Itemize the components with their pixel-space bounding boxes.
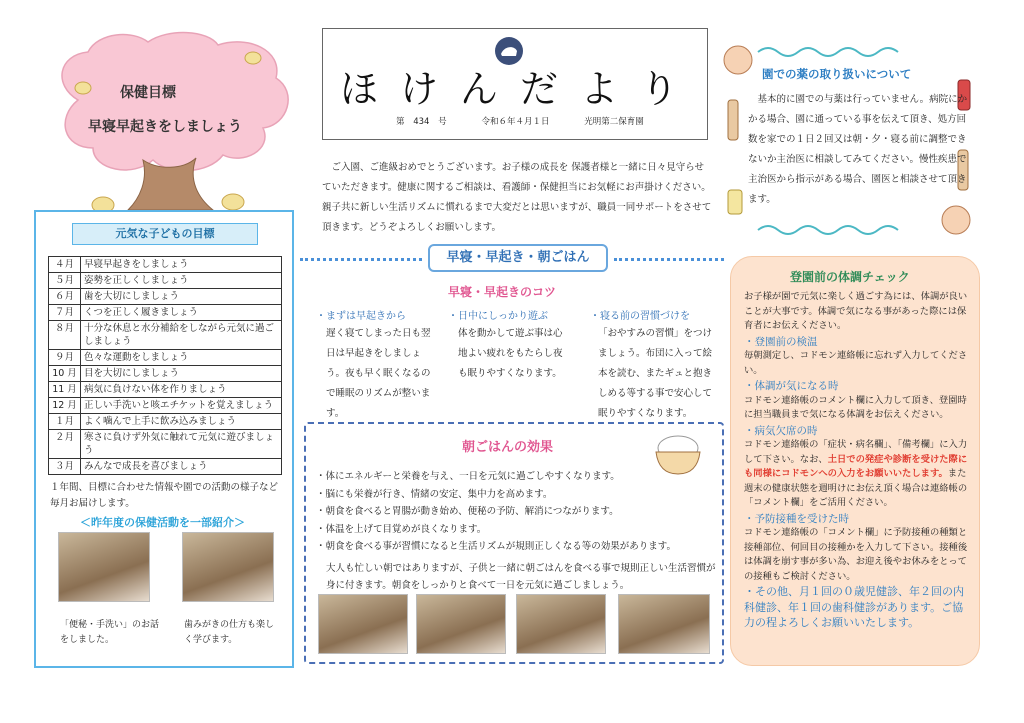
goal-row [49,414,282,430]
tip1-heading: ・まずは早起きから [316,311,406,322]
goals-banner: 元気な子どもの目標 [72,223,258,245]
check-heading-vaccination: ・予防接種を受けた時 [744,512,849,525]
recap-caption-1: 「便秘・手洗い」のお話をしました。 [60,620,160,645]
goal-text: 歯を大切にしましょう [81,289,282,305]
breakfast-photo-2 [416,594,506,654]
goal-month: ６月 [49,289,81,305]
check-intro: お子様が園で元気に楽しく過ごす為には、体調が良いことが大事です。体調で気になる事があった際には保育者にお伝えください。 [744,291,968,331]
goal-text: 早寝早起きをしましょう [81,257,282,273]
check-heading-condition: ・体調が気になる時 [744,380,839,392]
goal-month: ３月 [49,459,81,475]
goal-row [49,321,282,350]
goal-text: よく噛んで上手に飲み込みましょう [81,414,282,430]
goal-month: 12 月 [49,398,81,414]
breakfast-photo-4 [618,594,710,654]
goal-row [49,273,282,289]
goal-row [49,430,282,459]
goal-text: 色々な運動をしましょう [81,350,282,366]
goal-text: 寒さに負けず外気に触れて元気に遊びましょう [81,430,282,459]
newsletter-title: ほけんだより [340,67,701,111]
breakfast-benefits-list [316,468,696,556]
goal-month: ７月 [49,305,81,321]
goal-month: ８月 [49,321,81,350]
goal-row [49,398,282,414]
goal-month: 11 月 [49,382,81,398]
tip2-heading: ・日中にしっかり遊ぶ [448,311,548,322]
goal-row [49,382,282,398]
breakfast-photo-3 [516,594,606,654]
goal-month: ９月 [49,350,81,366]
medicine-title: 園での薬の取り扱いについて [762,67,912,81]
absence-text-emphasis: 土日での発症や診断を受けた際にも同様にコドモンへの入力をお願いいたします。 [744,453,968,479]
goal-month: 10 月 [49,366,81,382]
sleep-section-title: 早寝・早起き・朝ごはん [428,244,608,272]
health-check-body [744,290,972,631]
absence-text-a: コドモン連絡帳の「症状・病名欄」、「備考欄」に入力して下さい。なお、 [744,439,968,465]
goal-month: ４月 [49,257,81,273]
goal-text: 姿勢を正しくしましょう [81,273,282,289]
goal-text: くつを正しく履きましょう [81,305,282,321]
goal-row [49,257,282,273]
check-text-temperature: 毎朝測定し、コドモン連絡帳に忘れず入力してください。 [744,350,968,376]
health-check-title: 登園前の体調チェック [790,270,910,284]
breakfast-text: 大人も忙しい朝ではありますが、子供と一緒に朝ごはんを食べる事で規則正しい生活習慣が身に付きます。朝食をしっかりと食べて一日を元気に過ごしましょう。 [326,563,716,591]
check-text-vaccination: コドモン連絡帳の「コメント欄」に予防接種の種類と接種部位、何回目の接種かを入力して下さい。接種後は体調を崩す事が多い為、お迎え後やお休みをとっての接種もご検討ください。 [744,527,968,582]
activity-photo-toothbrushing [182,532,274,602]
goals-note: １年間、目標に合わせた情報や園での活動の様子など毎月お届けします。 [50,482,279,509]
medicine-text: 基本的に園での与薬は行っていません。病院にかかる場合、園に通っている事を伝えて頂き、処方回数を家での１日２回又は朝・夕・寝る前に調整できないか主治医に相談してみてください。慢性疾患で主治医から指示がある場合、園医と相談させて頂きます。 [748,94,968,205]
goal-month: ５月 [49,273,81,289]
absence-text-b: また週末の健康状態を週明けにお伝え頂く場合は連絡帳の「コメント欄」をご活用ください。 [744,468,968,508]
recap-caption-2: 歯みがきの仕方も楽しく学びます。 [184,620,275,645]
issue-date: 令和６年４月１日 [481,117,550,127]
tip3-heading: ・寝る前の習慣づけを [590,311,690,322]
breakfast-photo-1 [318,594,408,654]
activity-photo-handwashing [58,532,150,602]
health-goal-title: 保健目標 [120,85,176,101]
goal-text: みんなで成長を喜びましょう [81,459,282,475]
health-goal-text: 早寝早起きをしましょう [88,119,242,135]
recap-title: ＜昨年度の保健活動を一部紹介＞ [80,516,245,529]
goal-text: 正しい手洗いと咳エチケットを覚えましょう [81,398,282,414]
goal-text: 病気に負けない体を作りましょう [81,382,282,398]
goal-row [49,289,282,305]
check-final-note: ・その他、月１回の０歳児健診、年２回の内科健診、年１回の歯科健診があります。ご協力の程よろしくお願いいたします。 [744,585,964,629]
goal-row [49,366,282,382]
goal-row [49,305,282,321]
section-divider-right [614,258,724,261]
section-divider-left [300,258,422,261]
goal-month: １月 [49,414,81,430]
issue-number: 第 434 号 [396,117,447,127]
goal-row [49,350,282,366]
goal-text: 目を大切にしましょう [81,366,282,382]
breakfast-benefit-item: ・体にエネルギーと栄養を与え、一日を元気に過ごしやすくなります。 [316,471,620,482]
issue-info [396,115,644,127]
check-text-absence [744,438,972,511]
breakfast-title: 朝ごはんの効果 [462,440,554,455]
check-heading-temperature: ・登園前の検温 [744,335,818,348]
breakfast-benefit-item: ・体温を上げて目覚めが良くなります。 [316,523,487,535]
breakfast-benefit-item: ・朝食を食べる事が習慣になると生活リズムが規則正しくなる等の効果があります。 [316,541,677,552]
check-text-condition: コドモン連絡帳のコメント欄に入力して頂き、登園時に担当職員まで気になる体調をお伝えください。 [744,394,967,420]
tip2-text: 体を動かして遊ぶ事は心地よい疲れをもたらし夜も眠りやすくなります。 [458,328,563,379]
breakfast-benefit-item: ・朝食を食べると胃腸が動き始め、便秘の予防、解消につながります。 [316,506,619,517]
tip1-text: 遅く寝てしまった日も翌日は早起きをしましょう。夜も早く眠くなるので睡眠のリズムが整います。 [326,328,431,419]
monthly-goals-table [48,256,282,475]
goal-text: 十分な休息と水分補給をしながら元気に過ごしましょう [81,321,282,350]
intro-paragraph: ご入園、ご進級おめでとうございます。お子様の成長を 保護者様と一緒に日々見守らせていただきます。健康に関するご相談は、看護師・保健担当にお気軽にお声掛けください。親子共に新しい生活リズムに慣れるまで大変だとは思いますが、職員一同サポートをさせて頂きます。どうぞよろしくお願いします。 [322,162,712,233]
tip3-text: 「おやすみの習慣」をつけましょう。布団に入って絵本を読む、またギュと抱きしめる等する事で安心して眠りやすくなります。 [598,328,713,419]
goal-row [49,459,282,475]
breakfast-benefit-item: ・脳にも栄養が行き、情緒の安定、集中力を高めます。 [316,488,553,500]
check-heading-absence: ・病気欠席の時 [744,424,818,437]
goal-month: ２月 [49,430,81,459]
school-name: 光明第二保育園 [584,117,644,127]
sleep-tips-title: 早寝・早起きのコツ [448,285,557,299]
